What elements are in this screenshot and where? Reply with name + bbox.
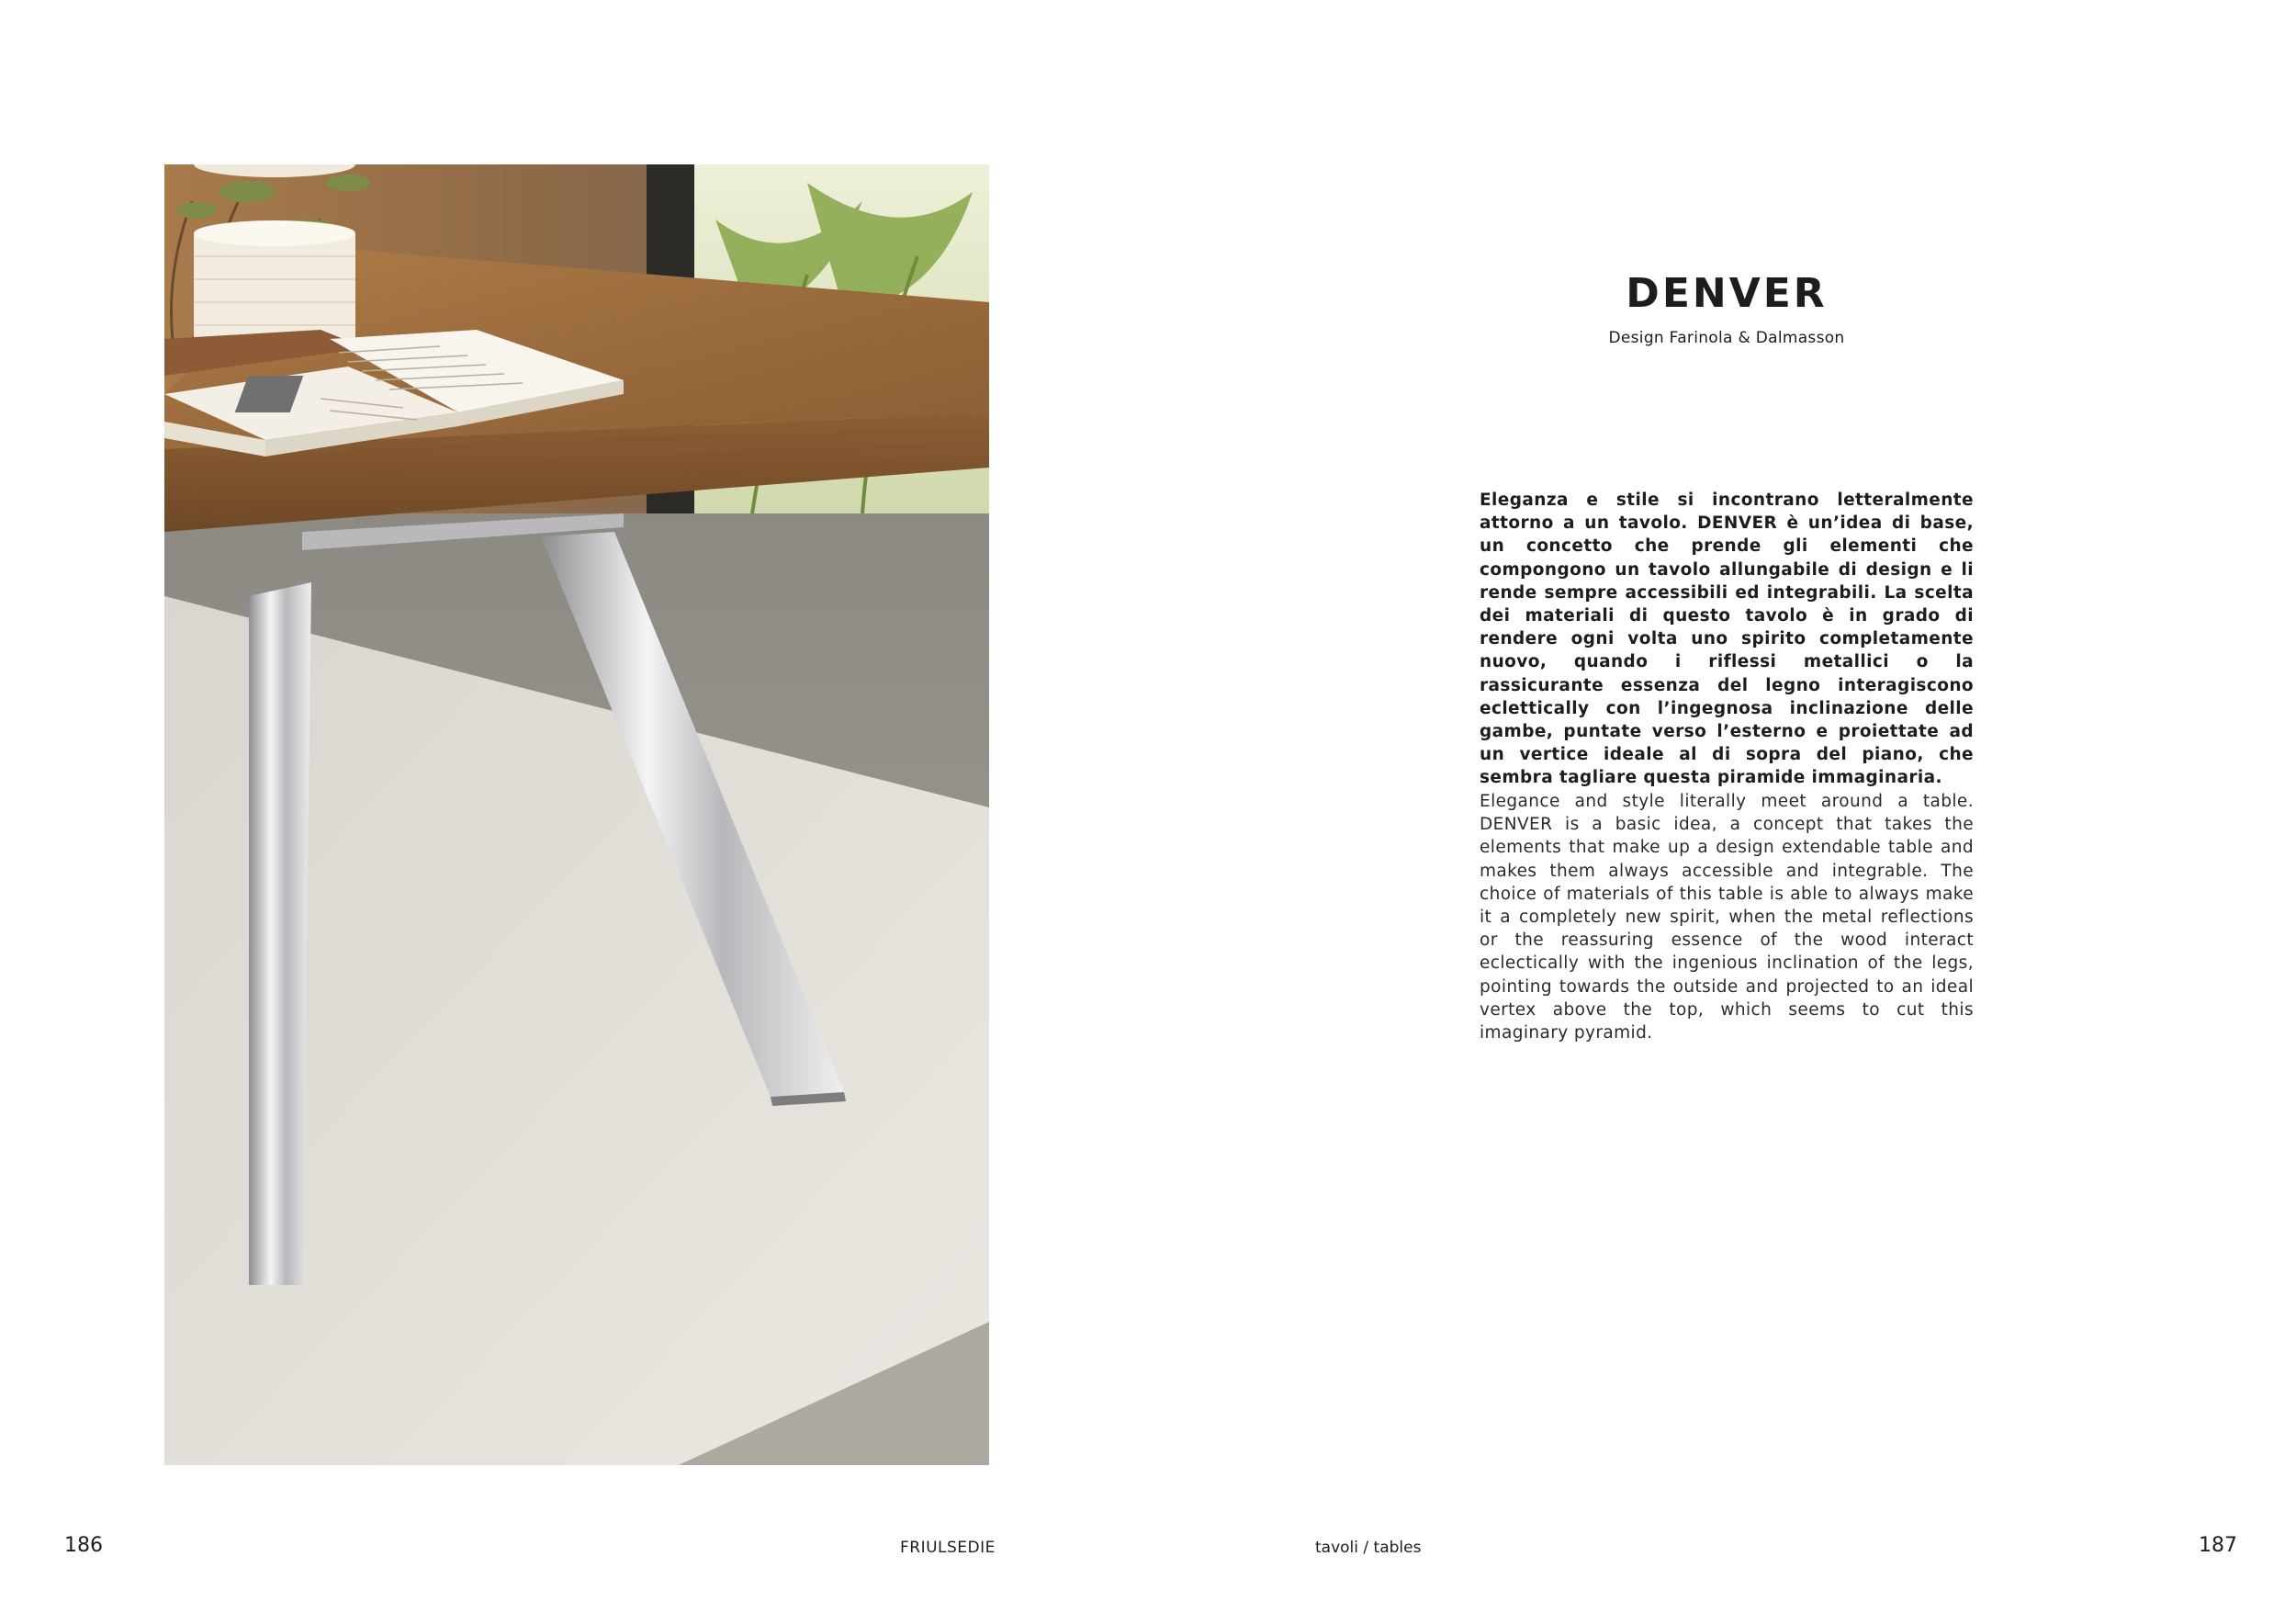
section-label: tavoli / tables (1315, 1539, 1422, 1557)
description-english: Elegance and style literally meet around a table. DENVER is a basic idea, a concept that takes the elements that make up a design extendable table and makes them always accessible and integrable. The choice of materials of this table is able to always make it a completely new spirit, when the metal reflections or the reassuring essence of the wood interact eclectically with the ingenious inclination of the legs, pointing towards the outside and projected to an ideal vertex above the top, which seems to cut this imaginary pyramid. (1480, 792, 1974, 1043)
brand-name: FRIULSEDIE (900, 1539, 996, 1557)
description-italian: Eleganza e stile si incontrano letteralmente attorno a un tavolo. DENVER è un’idea di base, un concetto che prende gli elementi che compongono un tavolo allungabile di design e li rende sempre accessibili ed integrabili. La scelta dei materiali di questo tavolo è in grado di rendere ogni volta uno spirito completamente nuovo, quando i riflessi metallici o la rassicurante essenza del legno interagiscono eclettically con l’ingegnosa inclinazione delle gambe, puntate verso l’esterno e proiettate ad un vertice ideale al di sopra del piano, che sembra tagliare questa piramide immaginaria. (1480, 491, 1974, 788)
product-title: DENVER (1626, 270, 1828, 317)
product-photo (164, 164, 989, 1465)
designer-credit: Design Farinola & Dalmasson (1608, 329, 1845, 347)
table-photo-illustration (164, 164, 989, 1465)
page-number-right: 187 (2199, 1534, 2237, 1557)
page-number-left: 186 (64, 1534, 103, 1557)
